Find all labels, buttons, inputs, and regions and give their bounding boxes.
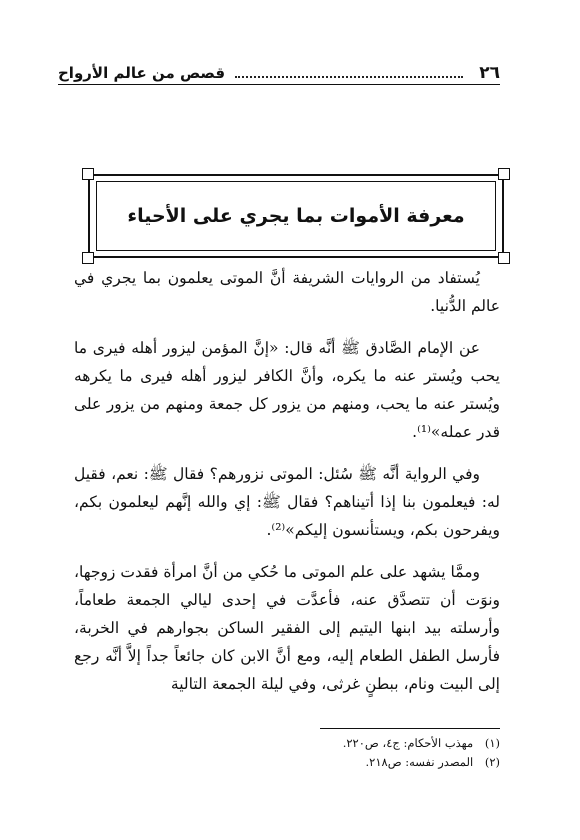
- footnote-text: المصدر نفسه: ص٢١٨.: [365, 755, 474, 769]
- frame-corner-ornament: [82, 168, 94, 180]
- frame-corner-ornament: [82, 252, 94, 264]
- paragraph: وممَّا يشهد على علم الموتى ما حُكي من أنَّ امرأة فقدت زوجها، ونوَت أن تتصدَّق عنه، فأعدَّت في إحدى ليالي الجمعة طعاماً، وأرسلته بيد ابنها اليتيم إلى الفقير الساكن بجوارهم في الخربة، فأرسل الطفل الطعام إليه، ومع أنَّ الابن كان جائعاً جداً إلاَّ أنَّه رجع إلى البيت ونام، ببطنٍ غرثى، وفي ليلة الجمعة التالية: [74, 563, 500, 693]
- header-dot-leader: [235, 76, 463, 78]
- paragraph: عن الإمام الصَّادق ﷺ أنَّه قال: «إنَّ المؤمن ليزور أهله فيرى ما يحب ويُستر عنه ما يكره، وأنَّ الكافر ليزور أهله فيرى ما يكرهه ويُستر عنه ما يحب، ومنهم من يزور كل جمعة ومنهم من يزور على قدر عمله»⁽¹⁾.: [74, 339, 500, 441]
- paragraph: يُستفاد من الروايات الشريفة أنَّ الموتى يعلمون بما يجري في عالم الدُّنيا.: [74, 269, 500, 315]
- book-title: قصص من عالم الأرواح: [58, 64, 226, 82]
- frame-corner-ornament: [498, 168, 510, 180]
- section-title-frame: [88, 174, 504, 258]
- footnote-number: (٢): [484, 755, 500, 769]
- running-header: [58, 58, 500, 85]
- section-title-inner-frame: [96, 181, 496, 251]
- frame-corner-ornament: [498, 252, 510, 264]
- footnotes: [80, 734, 500, 772]
- footnote: [80, 734, 500, 753]
- footnote-separator: [320, 728, 500, 729]
- footnote: [80, 753, 500, 772]
- body-text: [74, 264, 500, 712]
- page-number: ٢٦: [479, 63, 500, 83]
- footnote-text: مهذب الأحكام: ج٤، ص٢٢٠.: [342, 736, 474, 750]
- paragraph: وفي الرواية أنَّه ﷺ سُئل: الموتى نزورهم؟ فقال ﷺ: نعم، فقيل له: فيعلمون بنا إذا أتيناهم؟ فقال ﷺ: إي والله إنَّهم ليعلمون بكم، ويفرحون بكم، ويستأنسون إليكم»⁽²⁾.: [74, 465, 500, 539]
- section-title: معرفة الأموات بما يجري على الأحياء: [127, 205, 465, 227]
- footnote-number: (١): [484, 736, 500, 750]
